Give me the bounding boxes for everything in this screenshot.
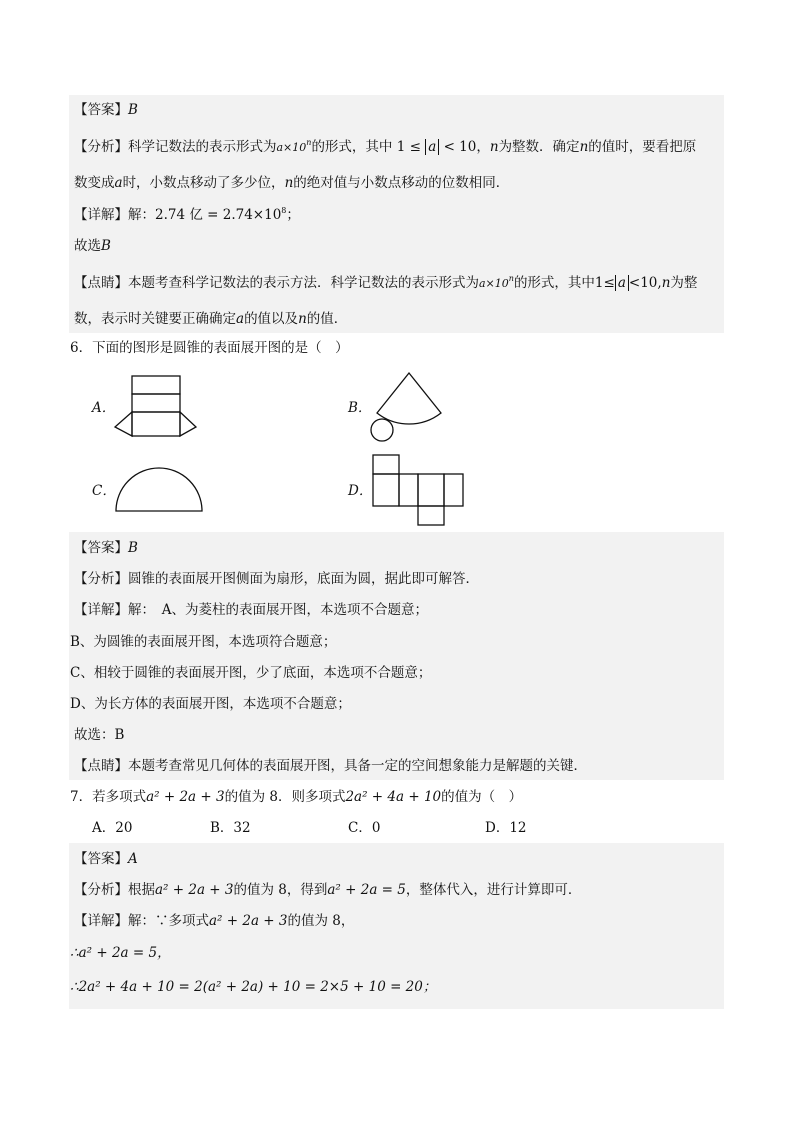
- q5-analysis-line-1: 【分析】科学记数法的表示形式为$a\times 10^n$的形式，其中 1 ≤ a < 10，n为整数．确定n的值时，要看把原: [74, 138, 697, 155]
- q5-comment-line-1: 【点睛】本题考查科学记数法的表示方法．科学记数法的表示形式为$a\times 10^n$的形式，其中1≤ a <10,n为整: [74, 274, 698, 291]
- q6-detail-4: D、为长方体的表面展开图，本选项不合题意；: [70, 696, 351, 712]
- q7-option-b: B．32: [210, 820, 251, 836]
- q6-option-d-label: D．: [348, 483, 373, 499]
- q6-option-c-label: C．: [92, 483, 116, 499]
- abs-a-2: a: [615, 275, 629, 291]
- q7-detail-3: ∴2a² + 4a + 10 = 2(a² + 2a) + 10 = 2×5 + 10 = 20；: [70, 979, 437, 995]
- q7-question: 7．若多项式a² + 2a + 3的值为 8．则多项式2a² + 4a + 10的值为（ ）: [70, 789, 523, 805]
- q7-detail-2: ∴a² + 2a = 5，: [70, 945, 171, 961]
- q5-analysis-line-2: 数变成a时，小数点移动了多少位，n的绝对值与小数点移动的位数相同．: [74, 175, 510, 191]
- q6-option-b-label: B．: [348, 400, 372, 416]
- q6-question: 6．下面的图形是圆锥的表面展开图的是（ ）: [70, 340, 349, 356]
- q6-comment: 【点睛】本题考查常见几何体的表面展开图，具备一定的空间想象能力是解题的关键．: [74, 758, 587, 774]
- q6-conclusion: 故选：B: [74, 727, 125, 743]
- q6-detail-2: B、为圆锥的表面展开图，本选项符合题意；: [70, 634, 337, 650]
- q5-comment-line-2: 数，表示时关键要正确确定a的值以及n的值．: [74, 311, 348, 327]
- q5-conclusion: 故选B: [74, 238, 111, 254]
- q6-detail-3: C、相较于圆锥的表面展开图，少了底面，本选项不合题意；: [70, 665, 432, 681]
- q6-detail-1: 【详解】解： A、为菱柱的表面展开图，本选项不合题意；: [74, 602, 428, 618]
- q7-detail-1: 【详解】解：∵多项式a² + 2a + 3的值为 8，: [74, 913, 355, 929]
- q7-analysis: 【分析】根据a² + 2a + 3的值为 8，得到a² + 2a = 5，整体代入，进行计算即可．: [74, 882, 582, 898]
- q7-option-d: D．12: [485, 820, 527, 836]
- q7-answer: 【答案】A: [74, 851, 138, 867]
- q5-detail: 【详解】解：2.74 亿 = $2.74\times 10^8$；: [74, 206, 300, 223]
- abs-a: a: [425, 139, 439, 155]
- q7-option-a: A．20: [92, 820, 133, 836]
- q5-answer: 【答案】B: [74, 102, 138, 118]
- q7-option-c: C．0: [348, 820, 381, 836]
- q6-answer: 【答案】B: [74, 540, 138, 556]
- q6-analysis: 【分析】圆锥的表面展开图侧面为扇形，底面为圆，据此即可解答．: [74, 571, 479, 587]
- q6-option-a-label: A．: [92, 400, 116, 416]
